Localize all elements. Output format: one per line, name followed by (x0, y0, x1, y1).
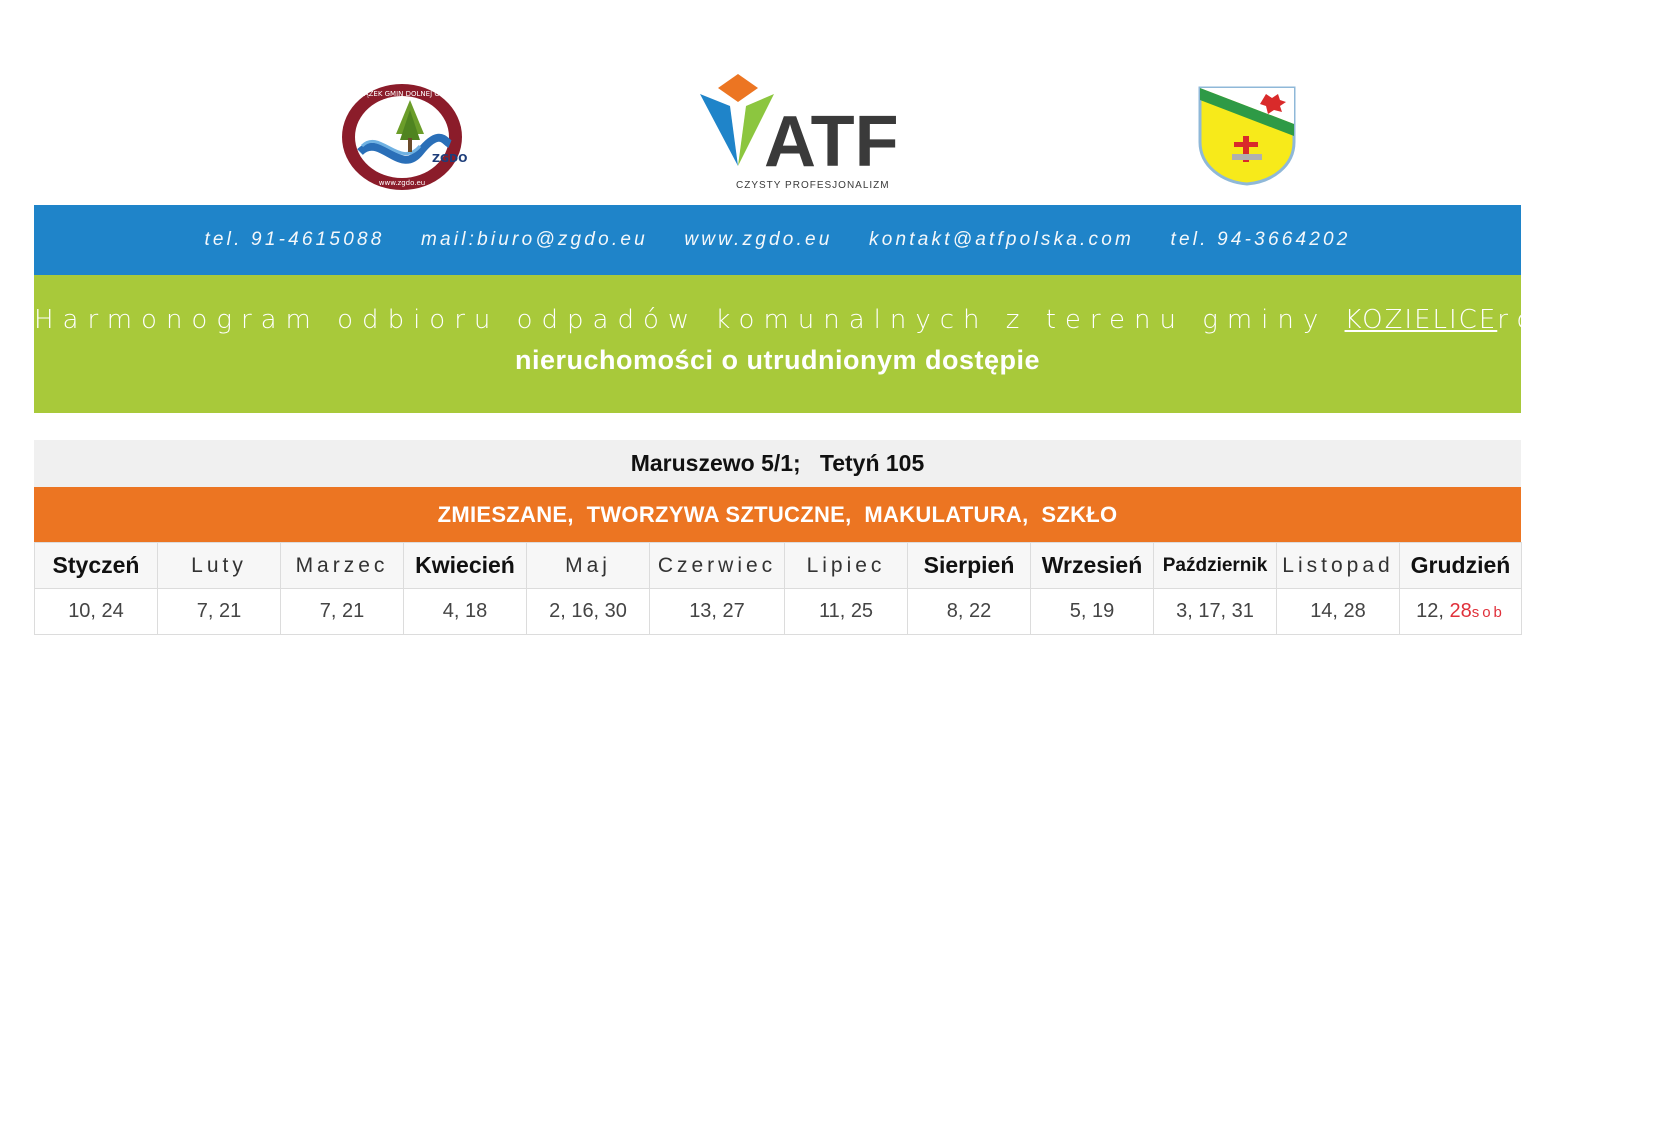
contact-website[interactable]: www.zgdo.eu (684, 229, 833, 250)
month-header: Październik (1154, 543, 1277, 589)
gmina-coat-of-arms (1196, 84, 1298, 186)
zgdo-org-name: ZWIĄZEK GMIN DOLNEJ ODRY (350, 90, 454, 98)
title-prefix: Harmonogram odbioru odpadów komunalnych z terenu gminy (34, 305, 1328, 335)
pickup-dates: 7, 21 (281, 589, 404, 635)
schedule-title (34, 305, 1657, 335)
atf-logo (700, 74, 912, 194)
pickup-dates: 7, 21 (158, 589, 281, 635)
contact-line (190, 229, 1364, 251)
atf-slogan: CZYSTY PROFESJONALIZM (736, 180, 890, 191)
pickup-dates: 5, 19 (1031, 589, 1154, 635)
atf-name: ATF (764, 102, 899, 182)
month-header: Listopad (1277, 543, 1400, 589)
pickup-dates: 4, 18 (404, 589, 527, 635)
contact-phone-atf[interactable]: tel. 94-3664202 (1170, 229, 1351, 250)
pickup-dates: 3, 17, 31 (1154, 589, 1277, 635)
month-header: Grudzień (1400, 543, 1522, 589)
title-band (34, 275, 1657, 413)
month-header: Styczeń (35, 543, 158, 589)
month-header: Lipiec (785, 543, 908, 589)
pickup-dates: 13, 27 (650, 589, 785, 635)
zgdo-logo (340, 82, 468, 192)
gmina-name: KOZIELICE (1344, 305, 1498, 335)
zgdo-www: www.zgdo.eu (378, 179, 426, 187)
dates-row (35, 589, 1522, 635)
pickup-dates: 2, 16, 30 (527, 589, 650, 635)
title-rok: rok (1497, 305, 1566, 335)
pickup-dates: 10, 24 (35, 589, 158, 635)
pickup-dates: 8, 22 (908, 589, 1031, 635)
contact-phone-zgdo[interactable]: tel. 91-4615088 (204, 229, 385, 250)
month-header: Wrzesień (1031, 543, 1154, 589)
saturday-note: sob (1471, 604, 1505, 621)
months-row (35, 543, 1522, 589)
month-header: Sierpień (908, 543, 1031, 589)
title-year: 2019 (1582, 305, 1657, 335)
december-saturday-date: 28 (1449, 600, 1472, 622)
contact-band (34, 205, 1521, 275)
month-header: Maj (527, 543, 650, 589)
schedule-table (34, 542, 1522, 635)
address-row: Maruszewo 5/1; Tetyń 105 (34, 440, 1521, 487)
schedule-subtitle: nieruchomości o utrudnionym dostępie (514, 345, 1041, 375)
zgdo-name: ZGDO (432, 152, 468, 165)
pickup-dates: 14, 28 (1277, 589, 1400, 635)
month-header: Marzec (281, 543, 404, 589)
month-header: Czerwiec (650, 543, 785, 589)
contact-email-atf[interactable]: kontakt@atfpolska.com (869, 229, 1135, 250)
month-header: Luty (158, 543, 281, 589)
pickup-dates: 11, 25 (785, 589, 908, 635)
contact-email-zgdo[interactable]: mail:biuro@zgdo.eu (420, 229, 648, 250)
month-header: Kwiecień (404, 543, 527, 589)
waste-types-row: ZMIESZANE, TWORZYWA SZTUCZNE, MAKULATURA, SZKŁO (34, 487, 1521, 542)
pickup-dates-december (1400, 589, 1522, 635)
december-dates: 12, (1416, 600, 1444, 622)
